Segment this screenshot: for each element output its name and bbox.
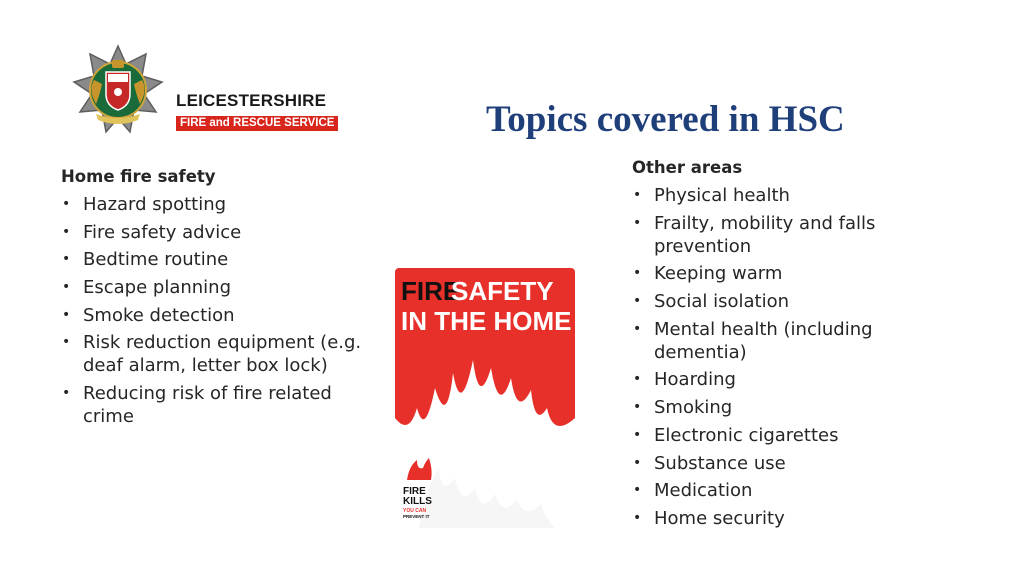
list-item: • Social isolation [632, 290, 932, 313]
logo-service-name: FIRE and RESCUE SERVICE [176, 116, 338, 131]
badge-line2: KILLS [403, 496, 432, 507]
list-item: • Physical health [632, 184, 932, 207]
list-item: • Electronic cigarettes [632, 424, 932, 447]
list-item: • Keeping warm [632, 262, 932, 285]
list-item: • Hoarding [632, 368, 932, 391]
booklet-title-line2: IN THE HOME [401, 306, 572, 336]
booklet-title-word1: FIRE [401, 276, 461, 306]
logo-wordmark [176, 91, 344, 131]
fire-service-crest-icon [72, 44, 164, 136]
list-item: • Bedtime routine [61, 248, 381, 271]
list-item: • Substance use [632, 452, 932, 475]
logo-county-name: LEICESTERSHIRE [176, 91, 327, 110]
list-item: • Mental health (including dementia) [632, 318, 932, 364]
list-item: • Smoking [632, 396, 932, 419]
booklet-title-word2: SAFETY [451, 276, 554, 306]
list-item: • Smoke detection [61, 304, 381, 327]
list-item: • Reducing risk of fire related crime [61, 382, 381, 428]
list-item: • Frailty, mobility and falls prevention [632, 212, 932, 258]
section-heading: Other areas [632, 158, 743, 177]
bullet-list [632, 184, 932, 530]
other-areas-section [632, 157, 932, 535]
list-item: • Escape planning [61, 276, 381, 299]
bullet-list [61, 193, 381, 428]
badge-line4: PREVENT IT [403, 514, 430, 519]
fire-safety-booklet-image [395, 268, 575, 528]
badge-line1: FIRE [403, 486, 426, 497]
organisation-logo [72, 44, 352, 136]
list-item: • Fire safety advice [61, 221, 381, 244]
section-heading: Home fire safety [61, 167, 216, 186]
slide-title: Topics covered in HSC [486, 99, 845, 140]
list-item: • Medication [632, 479, 932, 502]
list-item: • Home security [632, 507, 932, 530]
badge-line3: YOU CAN [403, 508, 427, 514]
home-fire-safety-section [61, 166, 381, 433]
list-item: • Hazard spotting [61, 193, 381, 216]
list-item: • Risk reduction equipment (e.g. deaf alarm, letter box lock) [61, 331, 381, 377]
